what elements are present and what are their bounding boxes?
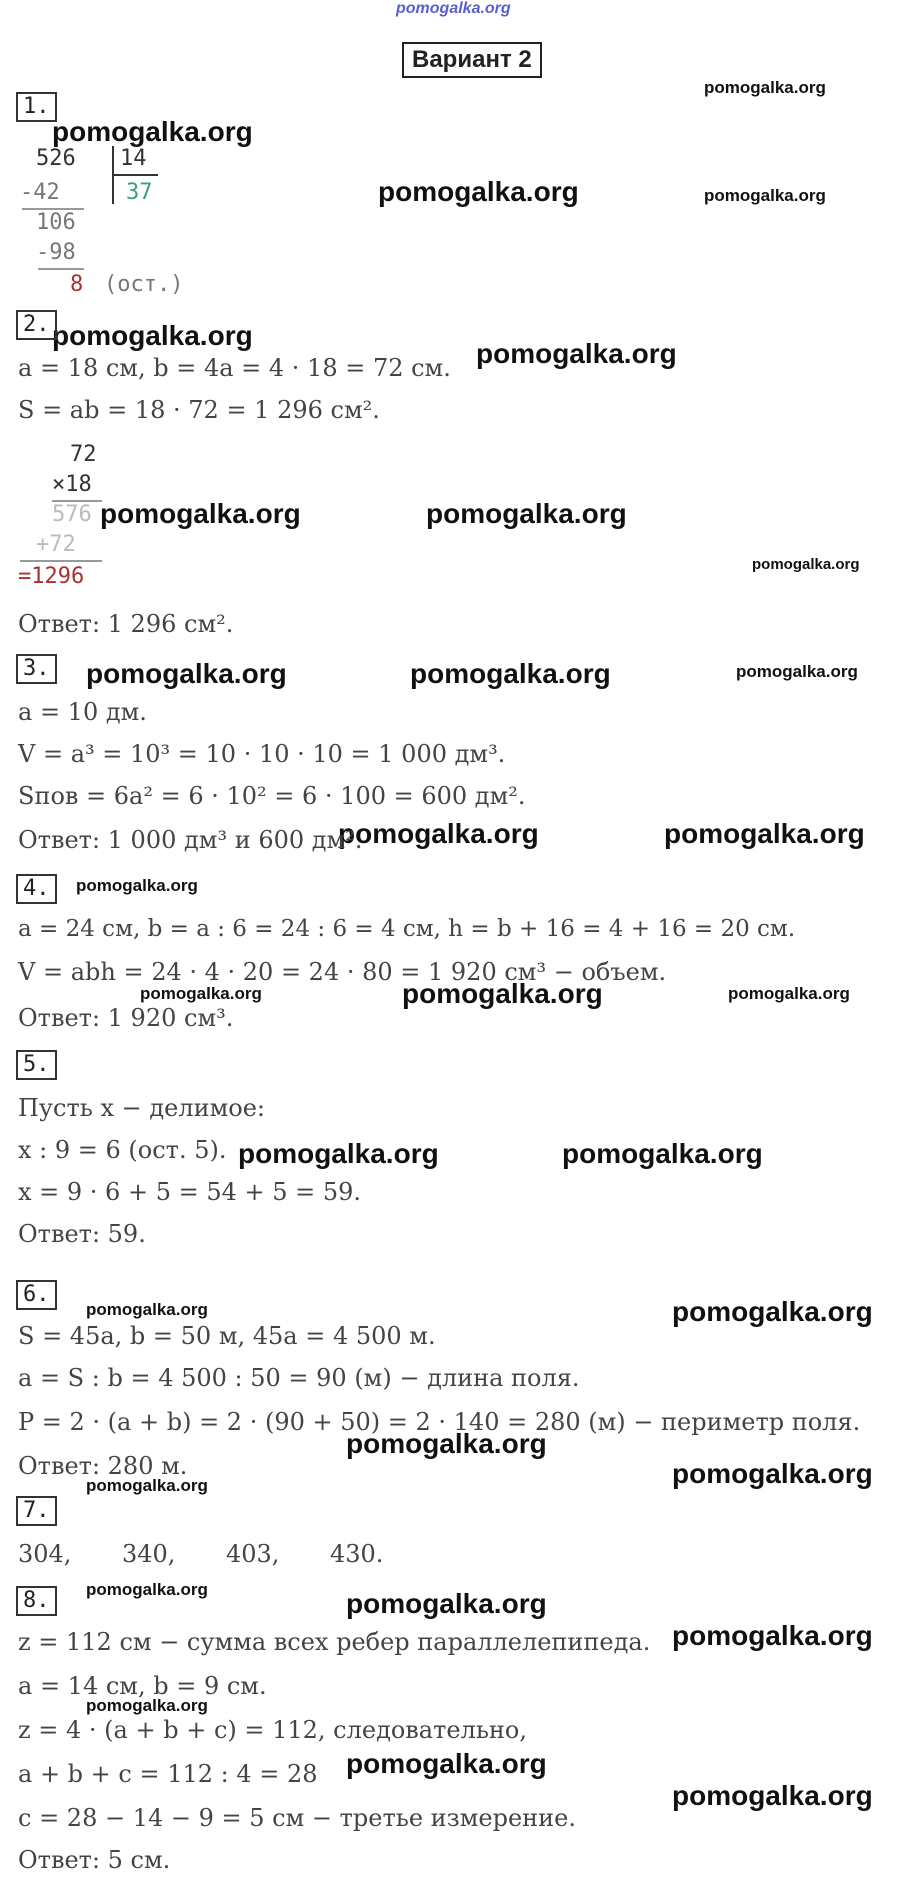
task3-line1: a = 10 дм. <box>18 698 147 726</box>
task6-line2: a = S : b = 4 500 : 50 = 90 (м) − длина поля. <box>18 1364 580 1392</box>
task6-line3: P = 2 · (a + b) = 2 · (90 + 50) = 2 · 140 = 280 (м) − периметр поля. <box>18 1408 861 1436</box>
task5-line2: x : 9 = 6 (ост. 5). <box>18 1136 227 1164</box>
sub-line-2 <box>38 268 84 270</box>
task3-line3: Sпов = 6a² = 6 · 10² = 6 · 100 = 600 дм². <box>18 782 526 810</box>
watermark: pomogalka.org <box>728 984 850 1003</box>
watermark: pomogalka.org <box>426 498 627 529</box>
task8-answer: Ответ: 5 см. <box>18 1846 171 1874</box>
task7-value-2: 340, <box>122 1540 176 1568</box>
task2-line1: a = 18 см, b = 4a = 4 · 18 = 72 см. <box>18 354 451 382</box>
task2-line2: S = ab = 18 · 72 = 1 296 см². <box>18 396 380 424</box>
watermark: pomogalka.org <box>752 556 860 573</box>
watermark: pomogalka.org <box>52 116 253 147</box>
page-title: Вариант 2 <box>402 42 542 78</box>
task3-answer: Ответ: 1 000 дм³ и 600 дм². <box>18 826 363 854</box>
partial-remainder: 106 <box>36 210 76 235</box>
task-number-5: 5. <box>16 1050 57 1080</box>
task8-line2: a = 14 см, b = 9 см. <box>18 1672 267 1700</box>
task-number-4: 4. <box>16 874 57 904</box>
watermark: pomogalka.org <box>86 1300 208 1319</box>
watermark: pomogalka.org <box>86 1476 208 1495</box>
watermark: pomogalka.org <box>402 978 603 1009</box>
watermark: pomogalka.org <box>140 984 262 1003</box>
watermark: pomogalka.org <box>86 658 287 689</box>
task6-line1: S = 45a, b = 50 м, 45a = 4 500 м. <box>18 1322 436 1350</box>
watermark: pomogalka.org <box>346 1588 547 1619</box>
task4-line2: V = abh = 24 · 4 · 20 = 24 · 80 = 1 920 см³ − объем. <box>18 958 667 986</box>
task-number-6: 6. <box>16 1280 57 1310</box>
divisor: 14 <box>120 146 147 171</box>
dividend: 526 <box>36 146 76 171</box>
task4-line1: a = 24 см, b = a : 6 = 24 : 6 = 4 см, h = b + 16 = 4 + 16 = 20 см. <box>18 916 796 942</box>
task8-line3: z = 4 · (a + b + c) = 112, следовательно, <box>18 1716 527 1744</box>
watermark: pomogalka.org <box>704 186 826 205</box>
watermark: pomogalka.org <box>562 1138 763 1169</box>
partial-product-1: 576 <box>52 502 92 527</box>
watermark: pomogalka.org <box>704 78 826 97</box>
watermark: pomogalka.org <box>86 1580 208 1599</box>
watermark: pomogalka.org <box>52 320 253 351</box>
task4-answer: Ответ: 1 920 см³. <box>18 1004 234 1032</box>
watermark: pomogalka.org <box>672 1620 873 1651</box>
task5-line3: x = 9 · 6 + 5 = 54 + 5 = 59. <box>18 1178 362 1206</box>
watermark: pomogalka.org <box>86 1696 208 1715</box>
task3-line2: V = a³ = 10³ = 10 · 10 · 10 = 1 000 дм³. <box>18 740 506 768</box>
task7-value-3: 403, <box>226 1540 280 1568</box>
divisor-line <box>114 174 158 176</box>
task-number-1: 1. <box>16 92 57 122</box>
watermark: pomogalka.org <box>378 176 579 207</box>
watermark: pomogalka.org <box>338 818 539 849</box>
task-number-7: 7. <box>16 1496 57 1526</box>
watermark: pomogalka.org <box>346 1748 547 1779</box>
watermark: pomogalka.org <box>476 338 677 369</box>
task2-answer: Ответ: 1 296 см². <box>18 610 234 638</box>
watermark: pomogalka.org <box>672 1780 873 1811</box>
watermark: pomogalka.org <box>76 876 198 895</box>
quotient: 37 <box>126 180 153 205</box>
task6-answer: Ответ: 280 м. <box>18 1452 188 1480</box>
task7-value-4: 430. <box>330 1540 384 1568</box>
partial-product-2: +72 <box>36 532 76 557</box>
task8-line4: a + b + c = 112 : 4 = 28 <box>18 1760 318 1788</box>
product: =1296 <box>18 564 85 589</box>
watermark: pomogalka.org <box>672 1458 873 1489</box>
mult-operand-2: ×18 <box>52 472 92 497</box>
watermark: pomogalka.org <box>100 498 301 529</box>
mult-line-2 <box>20 560 102 562</box>
watermark: pomogalka.org <box>238 1138 439 1169</box>
watermark: pomogalka.org <box>410 658 611 689</box>
task7-value-1: 304, <box>18 1540 72 1568</box>
task5-line1: Пусть x − делимое: <box>18 1094 265 1122</box>
remainder: 8 <box>70 272 84 297</box>
watermark: pomogalka.org <box>664 818 865 849</box>
task-number-2: 2. <box>16 310 57 340</box>
subtrahend-2: -98 <box>36 240 76 265</box>
mult-operand-1: 72 <box>70 442 97 467</box>
watermark: pomogalka.org <box>672 1296 873 1327</box>
task-number-3: 3. <box>16 654 57 684</box>
task8-line1: z = 112 см − сумма всех ребер параллелепипеда. <box>18 1628 651 1656</box>
subtrahend-1: -42 <box>20 180 60 205</box>
watermark: pomogalka.org <box>346 1428 547 1459</box>
task-number-8: 8. <box>16 1586 57 1616</box>
task8-line5: c = 28 − 14 − 9 = 5 см − третье измерение. <box>18 1804 576 1832</box>
task5-answer: Ответ: 59. <box>18 1220 146 1248</box>
watermark: pomogalka.org <box>736 662 858 681</box>
top-watermark: pomogalka.org <box>396 0 511 17</box>
remainder-note: (ост.) <box>104 272 184 297</box>
